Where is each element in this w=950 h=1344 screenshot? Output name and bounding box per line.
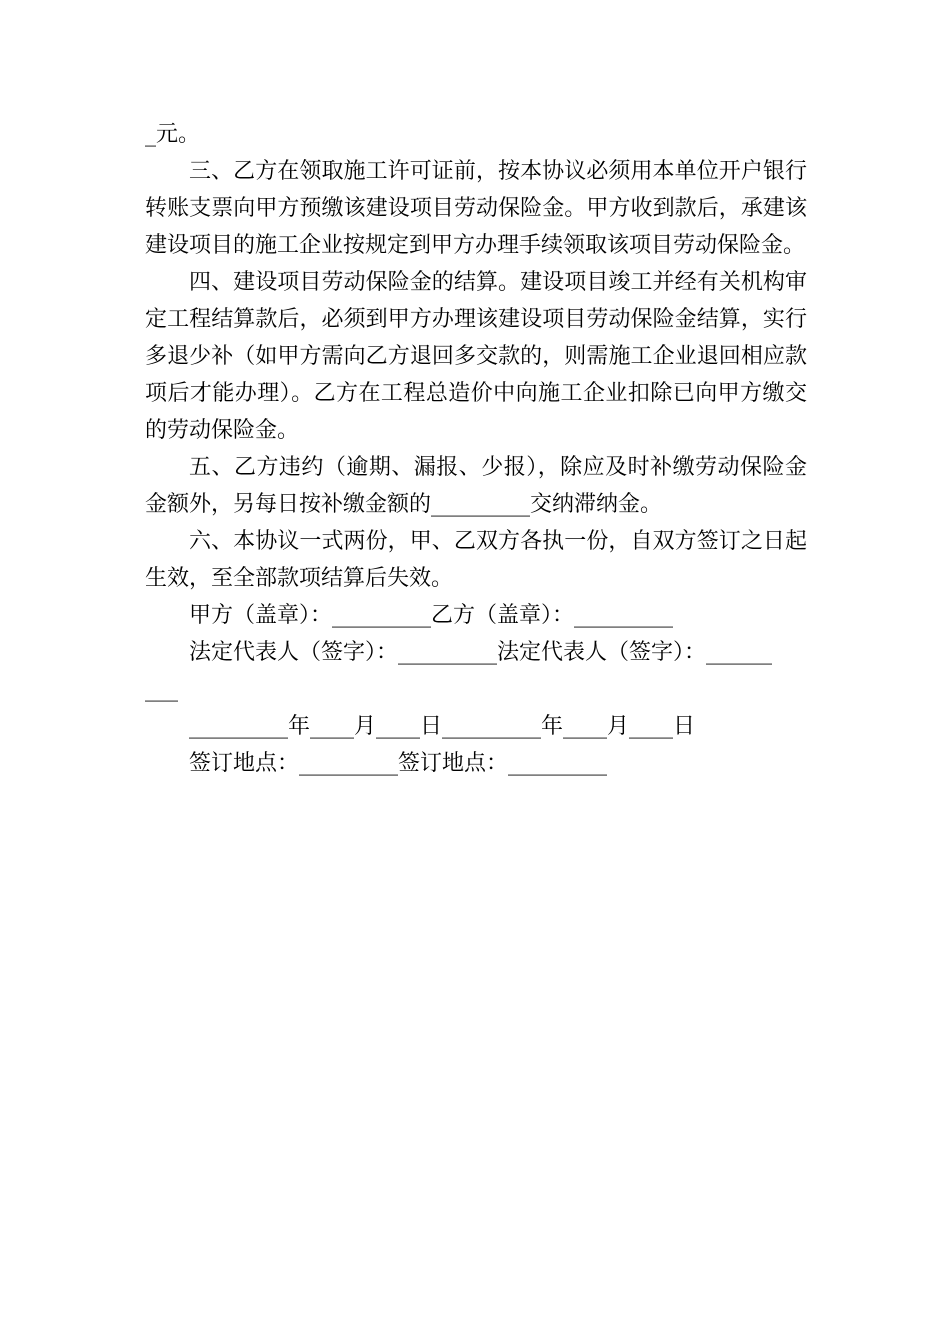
clause-3: 三、乙方在领取施工许可证前，按本协议必须用本单位开户银行转账支票向甲方预缴该建设项目劳动保险金。甲方收到款后，承建该建设项目的施工企业按规定到甲方办理手续领取该项目劳动保险金。 xyxy=(145,159,807,258)
signing-place-line: 签订地点：_________签订地点：_________ xyxy=(189,751,608,776)
representative-line-continuation: ___ xyxy=(145,677,178,702)
lead-fragment: _元。 xyxy=(145,122,201,147)
representative-line: 法定代表人（签字）：_________法定代表人（签字）：______ xyxy=(189,640,773,665)
clause-4: 四、建设项目劳动保险金的结算。建设项目竣工并经有关机构审定工程结算款后，必须到甲方办理该建设项目劳动保险金结算，实行多退少补（如甲方需向乙方退回多交款的，则需施工企业退回相应款项后才能办理）。乙方在工程总造价中向施工企业扣除已向甲方缴交的劳动保险金。 xyxy=(145,270,807,443)
document-body xyxy=(145,116,807,782)
date-line: _________年____月____日_________年____月____日 xyxy=(189,714,696,739)
clause-5: 五、乙方违约（逾期、漏报、少报），除应及时补缴劳动保险金金额外，另每日按补缴金额的_________交纳滞纳金。 xyxy=(145,455,807,517)
clause-6: 六、本协议一式两份，甲、乙双方各执一份，自双方签订之日起生效，至全部款项结算后失效。 xyxy=(145,529,807,591)
seal-line: 甲方（盖章）：_________乙方（盖章）：_________ xyxy=(189,603,674,628)
